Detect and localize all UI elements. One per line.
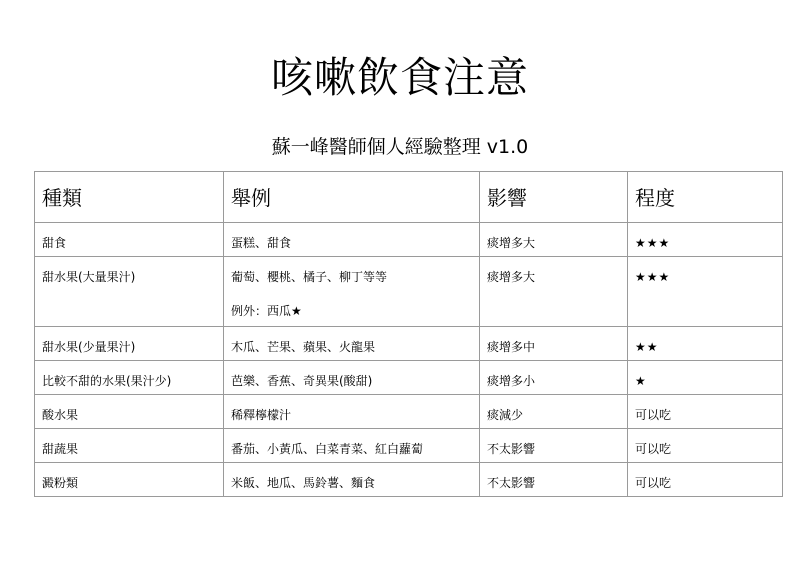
cell-level: ★★★ (628, 223, 783, 257)
header-examples: 舉例 (224, 172, 480, 223)
table-header-row (35, 172, 783, 223)
header-level: 程度 (628, 172, 783, 223)
cell-effect: 痰減少 (480, 395, 628, 429)
page-subtitle: 蘇一峰醫師個人經驗整理 v1.0 (271, 136, 529, 158)
table-row (35, 327, 783, 361)
cell-effect: 痰增多大 (480, 257, 628, 327)
cell-level: 可以吃 (628, 429, 783, 463)
cell-level: ★★★ (628, 257, 783, 327)
cell-level: ★ (628, 361, 783, 395)
table-row (35, 429, 783, 463)
cell-effect: 痰增多大 (480, 223, 628, 257)
cell-effect: 痰增多中 (480, 327, 628, 361)
cell-examples: 芭樂、香蕉、奇異果(酸甜) (224, 361, 480, 395)
table-row (35, 223, 783, 257)
table-row (35, 395, 783, 429)
cell-category: 比較不甜的水果(果汁少) (35, 361, 224, 395)
cell-level: 可以吃 (628, 463, 783, 497)
cell-examples: 木瓜、芒果、蘋果、火龍果 (224, 327, 480, 361)
cell-examples: 稀釋檸檬汁 (224, 395, 480, 429)
cell-examples-exception: 例外：西瓜★ (231, 304, 302, 318)
cell-category: 澱粉類 (35, 463, 224, 497)
cell-examples: 番茄、小黃瓜、白菜青菜、紅白蘿蔔 (224, 429, 480, 463)
cell-category: 甜水果(少量果汁) (35, 327, 224, 361)
cell-category: 甜食 (35, 223, 224, 257)
header-effect: 影響 (480, 172, 628, 223)
cell-examples-line: 葡萄、櫻桃、橘子、柳丁等等 (231, 270, 388, 284)
cell-category: 甜水果(大量果汁) (35, 257, 224, 327)
page-title: 咳嗽飲食注意 (270, 53, 529, 102)
cell-examples: 米飯、地瓜、馬鈴薯、麵食 (224, 463, 480, 497)
cell-examples (224, 257, 480, 327)
cell-effect: 不太影響 (480, 429, 628, 463)
cell-examples: 蛋糕、甜食 (224, 223, 480, 257)
table-row (35, 463, 783, 497)
cell-category: 甜蔬果 (35, 429, 224, 463)
cell-effect: 痰增多小 (480, 361, 628, 395)
table-row (35, 257, 783, 327)
cell-category: 酸水果 (35, 395, 224, 429)
cell-level: 可以吃 (628, 395, 783, 429)
cell-effect: 不太影響 (480, 463, 628, 497)
diet-table (34, 171, 783, 497)
table-row (35, 361, 783, 395)
header-category: 種類 (35, 172, 224, 223)
cell-level: ★★ (628, 327, 783, 361)
